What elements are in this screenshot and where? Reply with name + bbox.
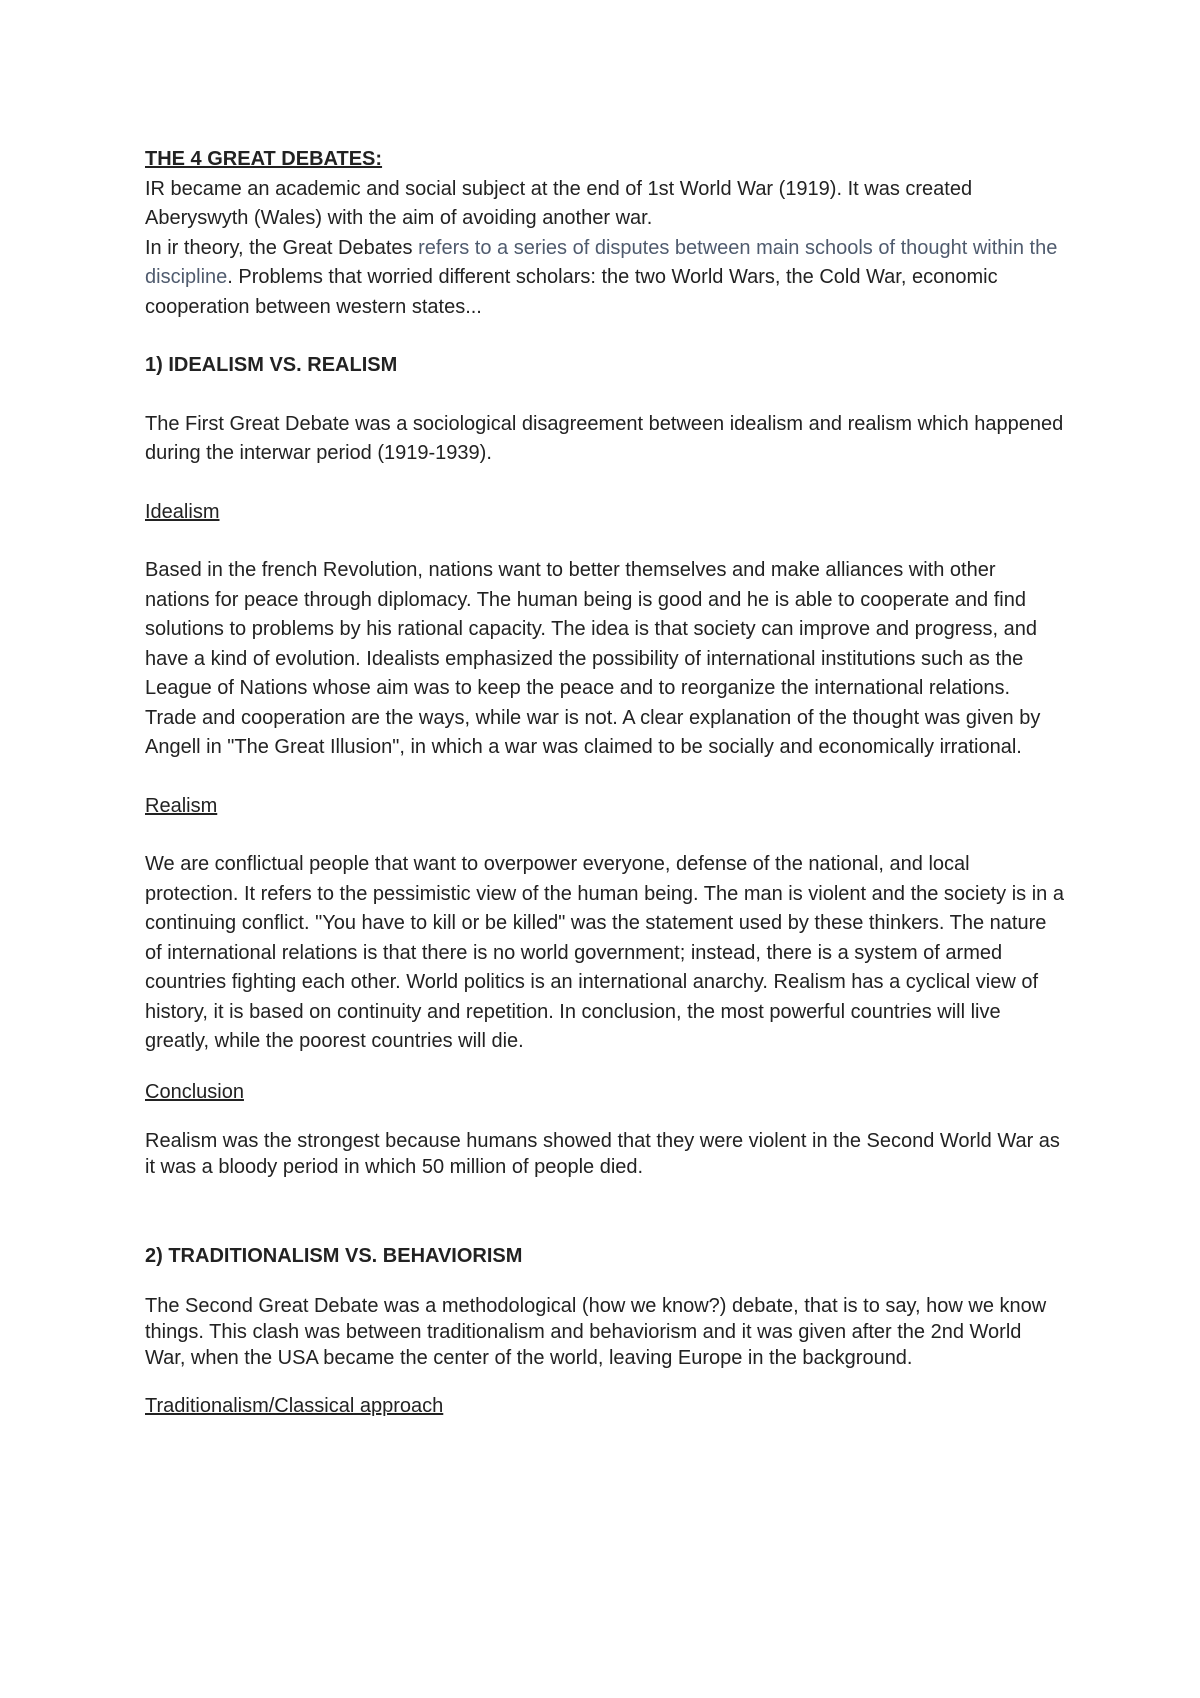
intro-highlight-text: refers to a series of disputes between main schools of thought within the discipline [145, 236, 1058, 288]
section1-intro: The First Great Debate was a sociological disagreement between idealism and realism which happened during the interwar period (1919-1939). [145, 412, 1064, 464]
section2-intro: The Second Great Debate was a methodological (how we know?) debate, that is to say, how we know things. This clash was between traditionalism and behaviorism and it was given after the 2nd World War, when the USA became the center of the world, leaving Europe in the background. [145, 1294, 1047, 1369]
realism-paragraph: We are conflictual people that want to overpower everyone, defense of the national, and local protection. It refers to the pessimistic view of the human being. The man is violent and the society is in a continuing conflict. "You have to kill or be killed" was the statement used by these thinkers. The nature of international relations is that there is no world government; instead, there is a system of armed countries fighting each other. World politics is an international anarchy. Realism has a cyclical view of history, it is based on continuity and repetition. In conclusion, the most powerful countries will live greatly, while the poorest countries will die. [145, 853, 1064, 1052]
realism-subheading: Realism [145, 794, 218, 817]
document-title: THE 4 GREAT DEBATES: [145, 148, 383, 170]
intro-text-end: . Problems that worried different scholars: the two World Wars, the Cold War, economic cooperation between western states... [145, 266, 998, 318]
document-body [145, 145, 1065, 1421]
intro-text-start: In ir theory, the Great Debates [145, 236, 419, 259]
section1-heading: 1) IDEALISM VS. REALISM [145, 354, 398, 376]
intro-paragraph-1: IR became an academic and social subject at the end of 1st World War (1919). It was created Aberyswyth (Wales) with the aim of avoiding another war. [145, 177, 973, 229]
intro-paragraph-2 [145, 234, 1065, 323]
idealism-paragraph: Based in the french Revolution, nations want to better themselves and make alliances with other nations for peace through diplomacy. The human being is good and he is able to cooperate and find solutions to problems by his rational capacity. The idea is that society can improve and progress, and have a kind of evolution. Idealists emphasized the possibility of international institutions such as the League of Nations whose aim was to keep the peace and to reorganize the international relations. Trade and cooperation are the ways, while war is not. A clear explanation of the thought was given by Angell in "The Great Illusion", in which a war was claimed to be socially and economically irrational. [145, 559, 1041, 758]
conclusion-paragraph: Realism was the strongest because humans showed that they were violent in the Second World War as it was a bloody period in which 50 million of people died. [145, 1130, 1060, 1178]
conclusion-subheading: Conclusion [145, 1080, 244, 1103]
idealism-subheading: Idealism [145, 500, 220, 523]
section2-heading: 2) TRADITIONALISM VS. BEHAVIORISM [145, 1245, 523, 1267]
traditionalism-subheading: Traditionalism/Classical approach [145, 1394, 444, 1417]
